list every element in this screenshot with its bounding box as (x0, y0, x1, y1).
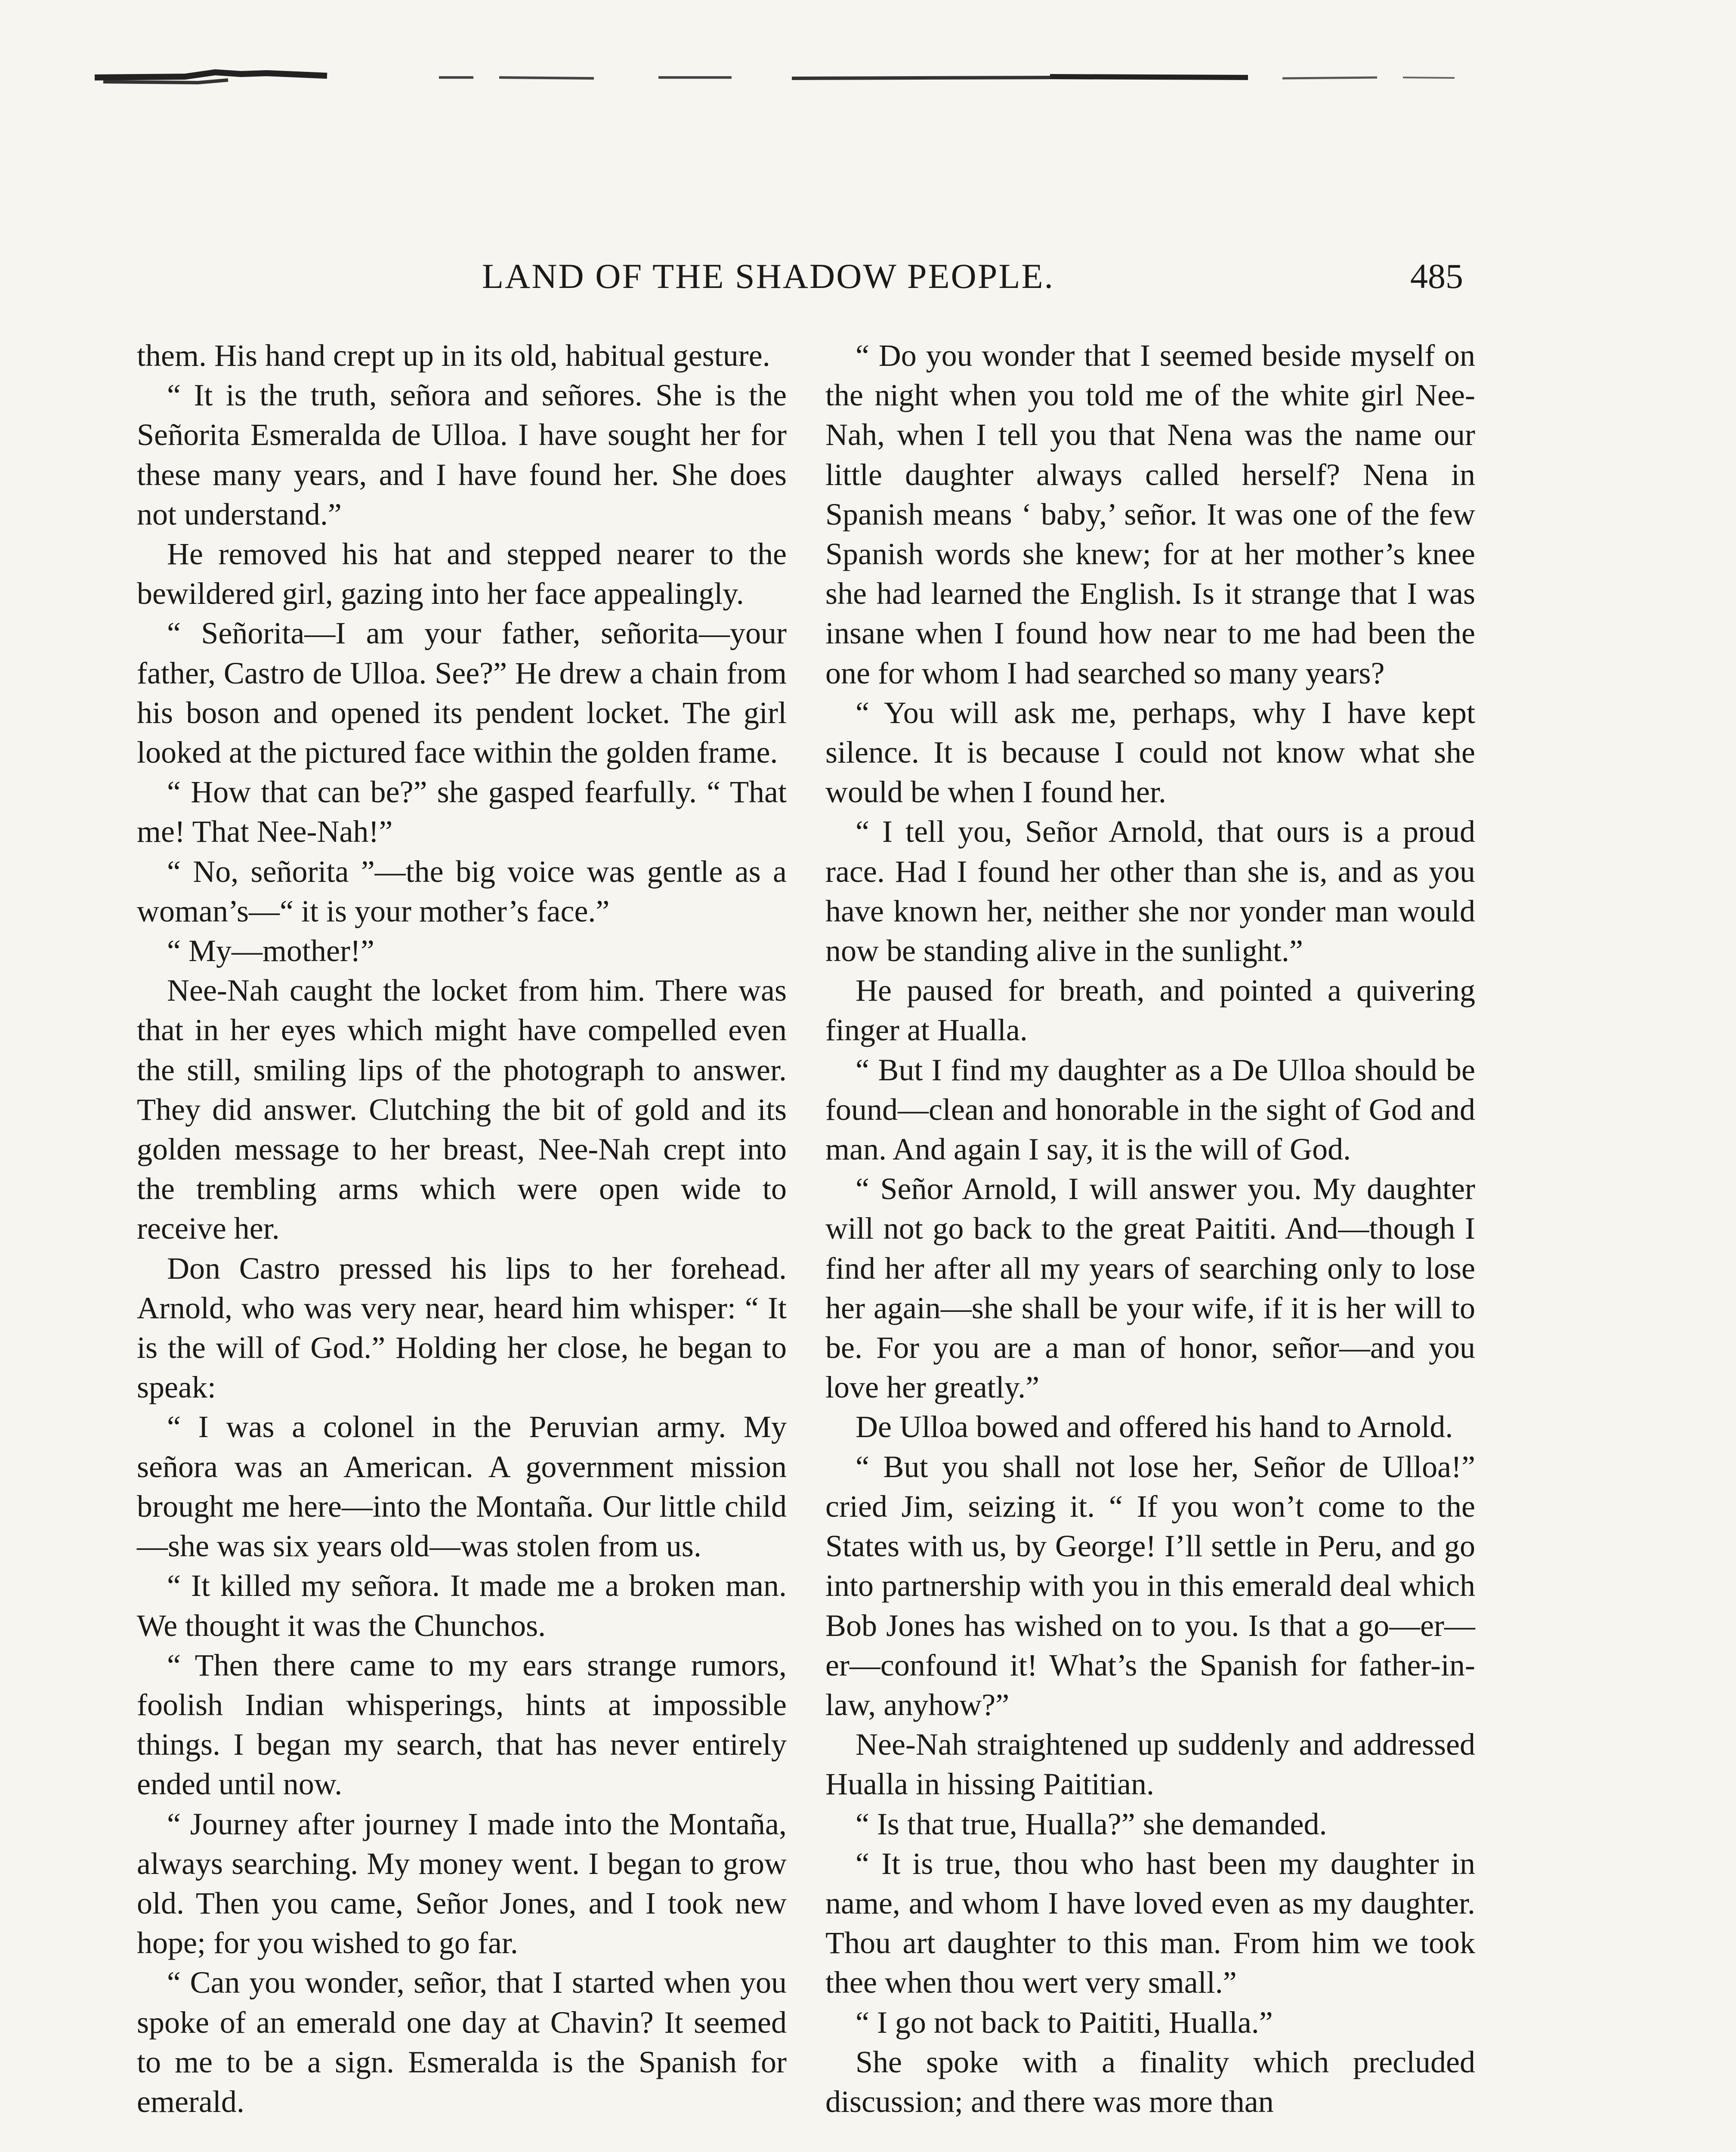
page-number: 485 (1410, 257, 1463, 296)
page-header (138, 256, 1463, 316)
paragraph: Nee-Nah caught the locket from him. There was that in her eyes which might have compelled even the still, smiling lips of the photograph to answer. They did answer. Clutching the bit of gold and its golden message to her breast, Nee-Nah crept into the trembling arms which were open wide to receive her. (137, 973, 787, 1246)
paragraph: She spoke with a finality which precluded discussion; and there was more than (825, 2044, 1475, 2119)
paragraph: “ Can you wonder, señor, that I started when you spoke of an emerald one day at Chavin? It seemed to me to be a sign. Esmeralda is the Spanish for emerald. (137, 1965, 787, 2119)
paragraph: “ Do you wonder that I seemed beside myself on the night when you told me of the white girl Nee-Nah, when I tell you that Nena was the name our little daughter always called herself? Nena in Spanish means ‘ baby,’ señor. It was one of the few Spanish words she knew; for at her mother’s knee she had learned the English. Is it strange that I was insane when I found how near to me had been the one for whom I had searched so many years? (825, 338, 1475, 690)
paragraph: “ My—mother!” (167, 934, 374, 968)
paragraph: “ Is that true, Hualla?” she demanded. (856, 1806, 1327, 1841)
paragraph: “ Then there came to my ears strange rumors, foolish Indian whisperings, hints at impossible things. I began my search, that has never entirely ended until now. (137, 1648, 787, 1802)
paragraph: “ Journey after journey I made into the Montaña, always searching. My money went. I began to grow old. Then you came, Señor Jones, and I took new hope; for you wished to go far. (137, 1806, 787, 1960)
paragraph: “ I was a colonel in the Peruvian army. My señora was an American. A government mission brought me here—into the Montaña. Our little child—she was six years old—was stolen from us. (137, 1410, 787, 1564)
paragraph: “ I go not back to Paititi, Hualla.” (856, 2005, 1273, 2040)
running-title: LAND OF THE SHADOW PEOPLE. (482, 257, 1055, 296)
right-text-column (825, 336, 1475, 2121)
paragraph: Don Castro pressed his lips to her forehead. Arnold, who was very near, heard him whisper: “ It is the will of God.” Holding her close, he began to speak: (137, 1251, 787, 1405)
paragraph: “ You will ask me, perhaps, why I have kept silence. It is because I could not know what she would be when I found her. (825, 695, 1475, 810)
paragraph: “ No, señorita ”—the big voice was gentle as a woman’s—“ it is your mother’s face.” (137, 854, 787, 928)
paragraph: He removed his hat and stepped nearer to the bewildered girl, gazing into her face appealingly. (137, 537, 787, 611)
left-text-column (137, 336, 787, 2121)
paragraph: “ It is the truth, señora and señores. She is the Señorita Esmeralda de Ulloa. I have sought her for these many years, and I have found her. She does not understand.” (137, 378, 787, 532)
paragraph: De Ulloa bowed and offered his hand to Arnold. (856, 1410, 1453, 1444)
paragraph: “ But I find my daughter as a De Ulloa should be found—clean and honorable in the sight of God and man. And again I say, it is the will of God. (825, 1052, 1475, 1167)
paragraph: “ It killed my señora. It made me a broken man. We thought it was the Chunchos. (137, 1568, 787, 1643)
paragraph: Nee-Nah straightened up suddenly and addressed Hualla in hissing Paititian. (825, 1727, 1475, 1802)
paragraph: “ Señor Arnold, I will answer you. My daughter will not go back to the great Paititi. And—though I find her after all my years of searching only to lose her again—she shall be your wife, if it is her will to be. For you are a man of honor, señor—and you love her greatly.” (825, 1172, 1475, 1405)
paragraph: He paused for breath, and pointed a quivering finger at Hualla. (825, 973, 1475, 1048)
paragraph: “ I tell you, Señor Arnold, that ours is a proud race. Had I found her other than she is, and as you have known her, neither she nor yonder man would now be standing alive in the sunlight.” (825, 814, 1475, 968)
paragraph: “ It is true, thou who hast been my daughter in name, and whom I have loved even as my daughter. Thou art daughter to this man. From him we took thee when thou wert very small.” (825, 1846, 1475, 2000)
paragraph: “ But you shall not lose her, Señor de Ulloa!” cried Jim, seizing it. “ If you won’t come to the States with us, by George! I’ll settle in Peru, and go into partnership with you in this emerald deal which Bob Jones has wished on to you. Is that a go—er—er—confound it! What’s the Spanish for father-in-law, anyhow?” (825, 1449, 1475, 1722)
paragraph-continued: them. His hand crept up in its old, habitual gesture. (137, 338, 770, 373)
scan-top-rule (86, 65, 1480, 90)
paragraph: “ How that can be?” she gasped fearfully. “ That me! That Nee-Nah!” (137, 775, 787, 849)
paragraph: “ Señorita—I am your father, señorita—your father, Castro de Ulloa. See?” He drew a chain from his boson and opened its pendent locket. The girl looked at the pictured face within the golden frame. (137, 616, 787, 770)
